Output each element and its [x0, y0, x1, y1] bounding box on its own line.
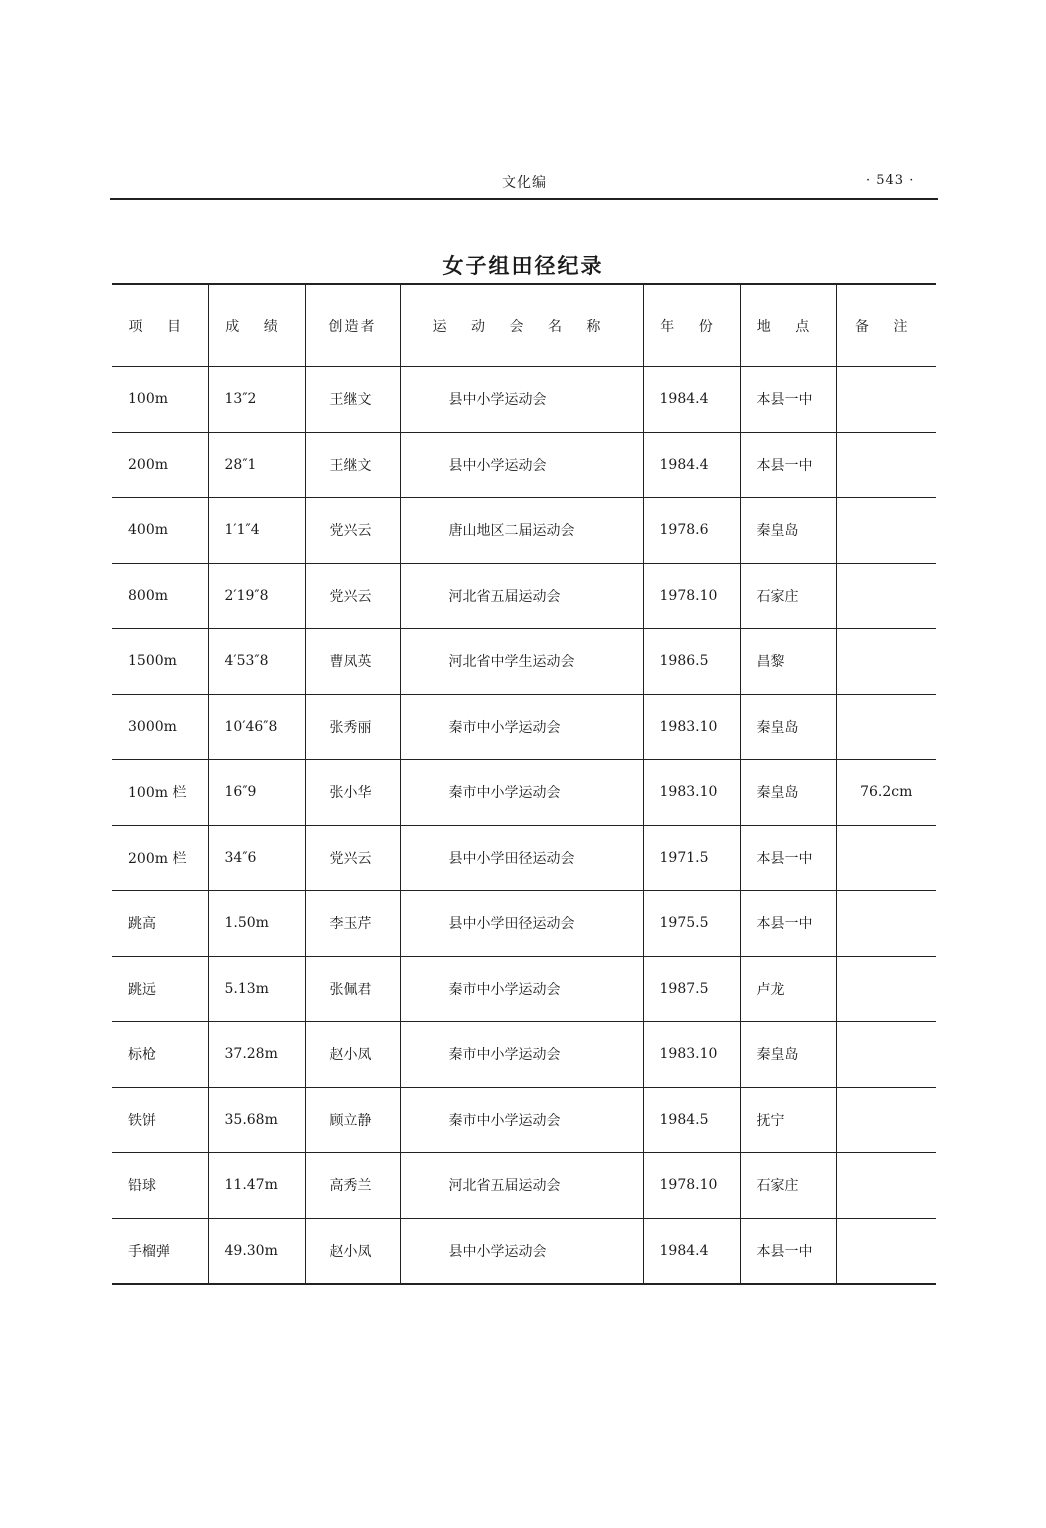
holder-cell: 李玉芹 [305, 891, 400, 957]
table-row [112, 891, 936, 957]
event-cell: 3000m [112, 694, 208, 760]
year-cell: 1978.10 [643, 1153, 740, 1219]
holder-cell: 党兴云 [305, 498, 400, 564]
table-row [112, 956, 936, 1022]
result-cell: 16″9 [208, 760, 305, 826]
holder-cell: 党兴云 [305, 563, 400, 629]
table-body [112, 367, 936, 1285]
event-cell: 标枪 [112, 1022, 208, 1088]
result-cell: 13″2 [208, 367, 305, 433]
place-cell: 本县一中 [740, 825, 836, 891]
column-header-holder: 创造者 [305, 284, 400, 367]
meet-cell: 河北省五届运动会 [400, 1153, 643, 1219]
table-header [112, 284, 936, 367]
meet-cell: 河北省中学生运动会 [400, 629, 643, 695]
result-cell: 1′1″4 [208, 498, 305, 564]
meet-cell: 县中小学运动会 [400, 367, 643, 433]
column-header-result: 成 绩 [208, 284, 305, 367]
event-cell: 800m [112, 563, 208, 629]
place-cell: 石家庄 [740, 563, 836, 629]
place-cell: 秦皇岛 [740, 760, 836, 826]
note-cell [836, 563, 936, 629]
table-row [112, 1022, 936, 1088]
meet-cell: 秦市中小学运动会 [400, 694, 643, 760]
place-cell: 抚宁 [740, 1087, 836, 1153]
year-cell: 1978.6 [643, 498, 740, 564]
table-row [112, 1153, 936, 1219]
place-cell: 秦皇岛 [740, 1022, 836, 1088]
note-cell [836, 367, 936, 433]
table-row [112, 694, 936, 760]
header-row [112, 284, 936, 367]
place-cell: 本县一中 [740, 1218, 836, 1284]
meet-cell: 唐山地区二届运动会 [400, 498, 643, 564]
result-cell: 5.13m [208, 956, 305, 1022]
note-cell [836, 432, 936, 498]
note-cell [836, 1087, 936, 1153]
holder-cell: 王继文 [305, 432, 400, 498]
place-cell: 秦皇岛 [740, 498, 836, 564]
holder-cell: 赵小凤 [305, 1022, 400, 1088]
place-cell: 本县一中 [740, 367, 836, 433]
year-cell: 1983.10 [643, 694, 740, 760]
note-cell [836, 498, 936, 564]
holder-cell: 顾立静 [305, 1087, 400, 1153]
place-cell: 本县一中 [740, 432, 836, 498]
year-cell: 1983.10 [643, 760, 740, 826]
place-cell: 石家庄 [740, 1153, 836, 1219]
result-cell: 34″6 [208, 825, 305, 891]
table-row [112, 367, 936, 433]
table-row [112, 760, 936, 826]
column-header-year: 年 份 [643, 284, 740, 367]
holder-cell: 张小华 [305, 760, 400, 826]
holder-cell: 赵小凤 [305, 1218, 400, 1284]
column-header-meet: 运 动 会 名 称 [400, 284, 643, 367]
holder-cell: 王继文 [305, 367, 400, 433]
year-cell: 1984.4 [643, 367, 740, 433]
year-cell: 1987.5 [643, 956, 740, 1022]
holder-cell: 曹凤英 [305, 629, 400, 695]
event-cell: 100m 栏 [112, 760, 208, 826]
note-cell [836, 694, 936, 760]
note-cell [836, 825, 936, 891]
column-header-place: 地 点 [740, 284, 836, 367]
place-cell: 昌黎 [740, 629, 836, 695]
table-row [112, 629, 936, 695]
event-cell: 100m [112, 367, 208, 433]
meet-cell: 秦市中小学运动会 [400, 760, 643, 826]
section-name: 文化编 [502, 175, 547, 191]
meet-cell: 县中小学运动会 [400, 1218, 643, 1284]
result-cell: 35.68m [208, 1087, 305, 1153]
year-cell: 1984.4 [643, 432, 740, 498]
meet-cell: 河北省五届运动会 [400, 563, 643, 629]
table-row [112, 825, 936, 891]
result-cell: 37.28m [208, 1022, 305, 1088]
meet-cell: 秦市中小学运动会 [400, 956, 643, 1022]
result-cell: 10′46″8 [208, 694, 305, 760]
page-number: · 543 · [866, 173, 915, 188]
place-cell: 本县一中 [740, 891, 836, 957]
event-cell: 200m 栏 [112, 825, 208, 891]
event-cell: 手榴弹 [112, 1218, 208, 1284]
place-cell: 卢龙 [740, 956, 836, 1022]
event-cell: 1500m [112, 629, 208, 695]
year-cell: 1971.5 [643, 825, 740, 891]
year-cell: 1984.4 [643, 1218, 740, 1284]
year-cell: 1986.5 [643, 629, 740, 695]
table-row [112, 498, 936, 564]
result-cell: 1.50m [208, 891, 305, 957]
result-cell: 2′19″8 [208, 563, 305, 629]
result-cell: 4′53″8 [208, 629, 305, 695]
meet-cell: 县中小学运动会 [400, 432, 643, 498]
event-cell: 跳远 [112, 956, 208, 1022]
column-header-event: 项 目 [112, 284, 208, 367]
holder-cell: 张佩君 [305, 956, 400, 1022]
note-cell [836, 1218, 936, 1284]
meet-cell: 县中小学田径运动会 [400, 891, 643, 957]
result-cell: 28″1 [208, 432, 305, 498]
table-row [112, 1218, 936, 1284]
meet-cell: 秦市中小学运动会 [400, 1022, 643, 1088]
event-cell: 跳高 [112, 891, 208, 957]
page-header [0, 170, 1046, 200]
note-cell [836, 956, 936, 1022]
note-cell [836, 891, 936, 957]
holder-cell: 张秀丽 [305, 694, 400, 760]
result-cell: 49.30m [208, 1218, 305, 1284]
year-cell: 1983.10 [643, 1022, 740, 1088]
table-row [112, 432, 936, 498]
holder-cell: 党兴云 [305, 825, 400, 891]
event-cell: 400m [112, 498, 208, 564]
place-cell: 秦皇岛 [740, 694, 836, 760]
event-cell: 铁饼 [112, 1087, 208, 1153]
meet-cell: 秦市中小学运动会 [400, 1087, 643, 1153]
note-cell [836, 1022, 936, 1088]
holder-cell: 高秀兰 [305, 1153, 400, 1219]
note-cell [836, 1153, 936, 1219]
table-row [112, 563, 936, 629]
header-rule [110, 198, 938, 200]
meet-cell: 县中小学田径运动会 [400, 825, 643, 891]
year-cell: 1978.10 [643, 563, 740, 629]
event-cell: 200m [112, 432, 208, 498]
records-table [112, 283, 936, 1285]
event-cell: 铅球 [112, 1153, 208, 1219]
document-title: 女子组田径纪录 [442, 254, 604, 278]
year-cell: 1975.5 [643, 891, 740, 957]
result-cell: 11.47m [208, 1153, 305, 1219]
column-header-note: 备 注 [836, 284, 936, 367]
table-row [112, 1087, 936, 1153]
note-cell: 76.2cm [836, 760, 936, 826]
note-cell [836, 629, 936, 695]
year-cell: 1984.5 [643, 1087, 740, 1153]
